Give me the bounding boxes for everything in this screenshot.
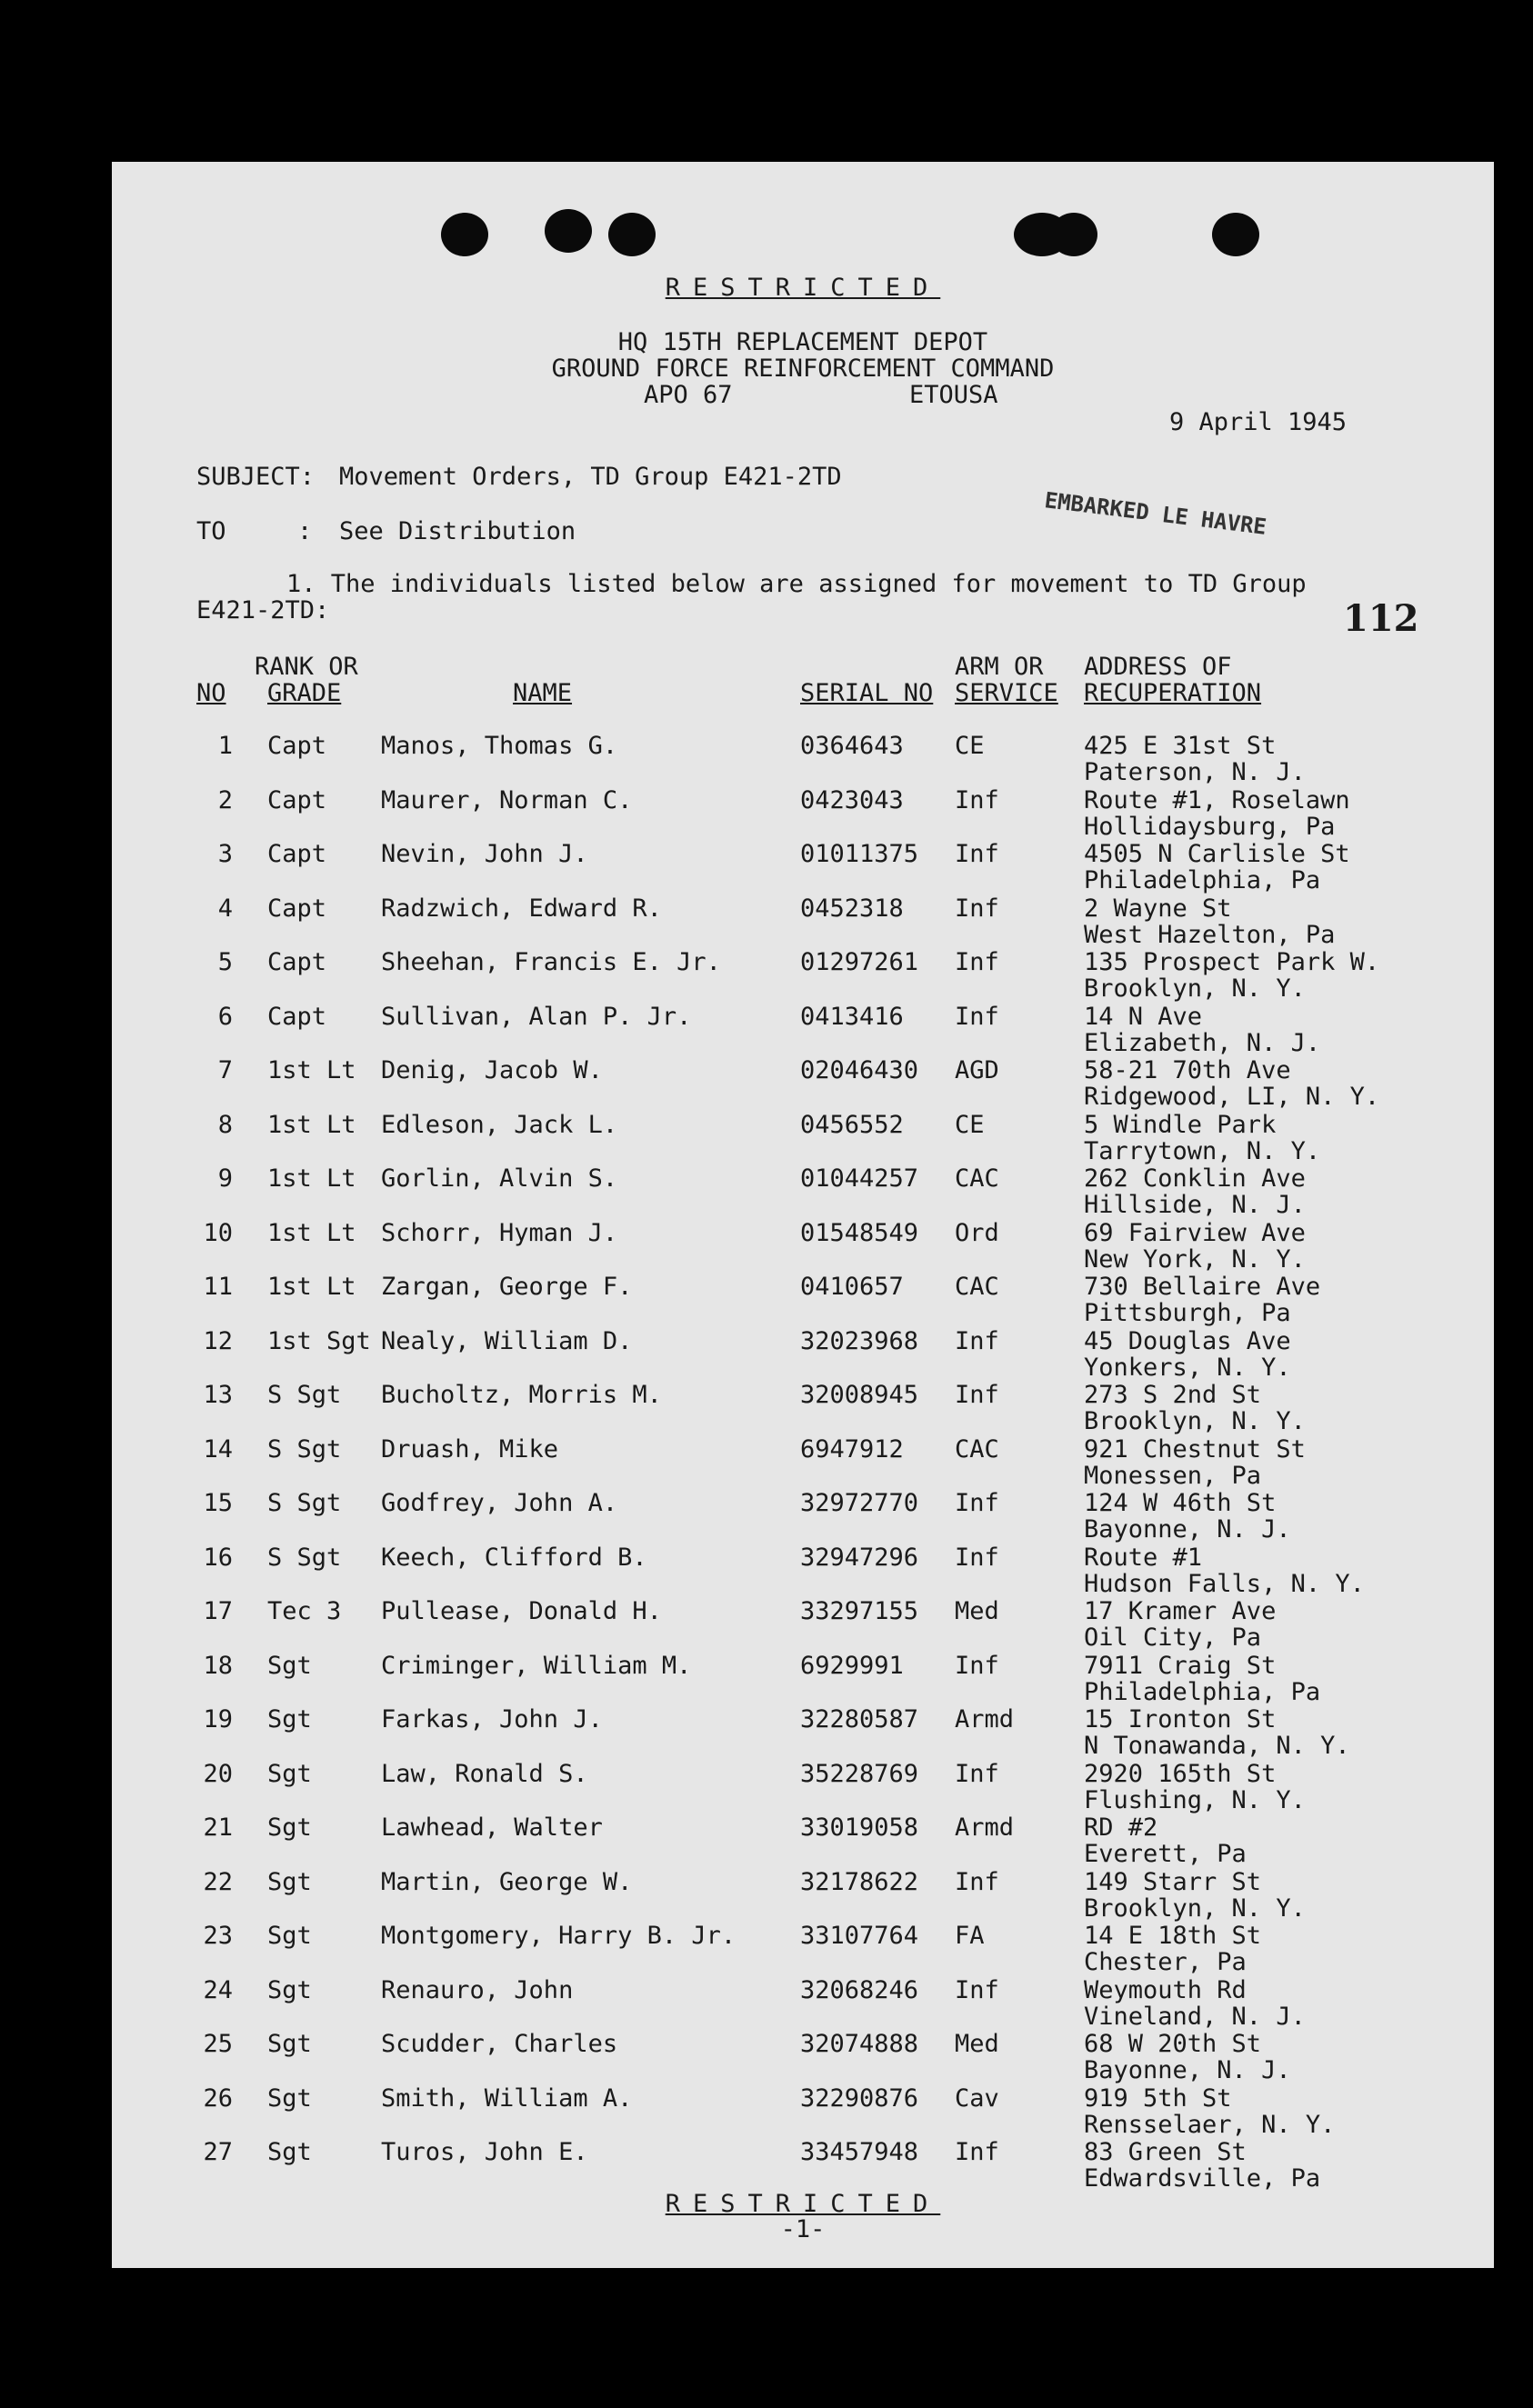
row-serial: 02046430	[800, 1056, 919, 1084]
row-name: Keech, Clifford B.	[381, 1544, 647, 1572]
row-arm: Inf	[955, 786, 999, 814]
row-arm: Inf	[955, 1489, 999, 1517]
row-arm: Inf	[955, 1381, 999, 1409]
row-address-line-2: N Tonawanda, N. Y.	[1084, 1732, 1350, 1760]
row-number: 15	[203, 1489, 233, 1517]
table-row	[112, 1653, 1494, 1707]
row-arm: Inf	[955, 1760, 999, 1788]
row-address-line-1: 83 Green St	[1084, 2138, 1247, 2166]
row-arm: Armd	[955, 1705, 1015, 1734]
row-arm: Inf	[955, 1003, 999, 1031]
row-name: Edleson, Jack L.	[381, 1111, 618, 1139]
to-colon: :	[297, 517, 313, 545]
row-name: Smith, William A.	[381, 2084, 633, 2113]
row-arm: FA	[955, 1922, 985, 1950]
row-serial: 32074888	[800, 2030, 919, 2058]
row-address-line-2: Brooklyn, N. Y.	[1084, 1407, 1306, 1435]
row-number: 13	[203, 1381, 233, 1409]
row-address-line-2: Hillside, N. J.	[1084, 1191, 1306, 1219]
row-serial: 0410657	[800, 1273, 904, 1301]
row-number: 24	[203, 1976, 233, 2004]
paragraph-line-2: E421-2TD:	[196, 596, 330, 624]
row-serial: 0413416	[800, 1003, 904, 1031]
row-rank: Capt	[267, 732, 327, 760]
table-row	[112, 1112, 1494, 1166]
apo: APO 67	[644, 381, 733, 409]
row-rank: 1st Sgt	[267, 1327, 371, 1355]
row-arm: Inf	[955, 948, 999, 976]
row-arm: Inf	[955, 1652, 999, 1680]
row-address-line-1: 730 Bellaire Ave	[1084, 1273, 1321, 1301]
row-address-line-1: 124 W 46th St	[1084, 1489, 1277, 1517]
table-row	[112, 1490, 1494, 1544]
row-rank: Tec 3	[267, 1597, 342, 1625]
row-rank: Sgt	[267, 1760, 312, 1788]
row-name: Nealy, William D.	[381, 1327, 633, 1355]
row-address-line-1: 69 Fairview Ave	[1084, 1219, 1306, 1247]
table-row	[112, 949, 1494, 1004]
row-address-line-2: Flushing, N. Y.	[1084, 1786, 1306, 1814]
row-number: 26	[203, 2084, 233, 2113]
row-name: Pullease, Donald H.	[381, 1597, 662, 1625]
table-row	[112, 1274, 1494, 1328]
row-serial: 32280587	[800, 1705, 919, 1734]
row-address-line-2: Hudson Falls, N. Y.	[1084, 1570, 1365, 1598]
row-serial: 32290876	[800, 2084, 919, 2113]
table-row	[112, 1706, 1494, 1761]
row-rank: Sgt	[267, 2084, 312, 2113]
row-arm: CE	[955, 1111, 985, 1139]
row-address-line-2: Philadelphia, Pa	[1084, 1678, 1321, 1706]
row-number: 8	[217, 1111, 233, 1139]
row-number: 27	[203, 2138, 233, 2166]
table-row	[112, 2031, 1494, 2085]
row-address-line-2: Ridgewood, LI, N. Y.	[1084, 1083, 1380, 1111]
row-name: Scudder, Charles	[381, 2030, 618, 2058]
row-rank: S Sgt	[267, 1435, 342, 1464]
row-rank: Sgt	[267, 1922, 312, 1950]
table-row	[112, 1814, 1494, 1869]
row-name: Radzwich, Edward R.	[381, 894, 662, 923]
col-header-name: NAME	[513, 679, 573, 707]
row-name: Godfrey, John A.	[381, 1489, 618, 1517]
col-header-addr-bottom: RECUPERATION	[1084, 679, 1262, 707]
row-name: Renauro, John	[381, 1976, 574, 2004]
row-address-line-2: Chester, Pa	[1084, 1948, 1247, 1976]
row-number: 5	[217, 948, 233, 976]
col-header-no: NO	[196, 679, 226, 707]
punch-hole	[1212, 213, 1259, 256]
subject-text: Movement Orders, TD Group E421-2TD	[339, 463, 842, 491]
row-address-line-1: 149 Starr St	[1084, 1868, 1262, 1896]
table-row	[112, 733, 1494, 787]
page-mark: 112	[1343, 597, 1419, 640]
row-number: 17	[203, 1597, 233, 1625]
row-rank: S Sgt	[267, 1489, 342, 1517]
table-row	[112, 1328, 1494, 1383]
row-rank: Capt	[267, 786, 327, 814]
row-address-line-1: 14 N Ave	[1084, 1003, 1203, 1031]
row-address-line-1: 921 Chestnut St	[1084, 1435, 1306, 1464]
table-row	[112, 1165, 1494, 1220]
row-name: Bucholtz, Morris M.	[381, 1381, 662, 1409]
row-address-line-2: Brooklyn, N. Y.	[1084, 974, 1306, 1003]
row-name: Gorlin, Alvin S.	[381, 1164, 618, 1193]
row-address-line-2: Bayonne, N. J.	[1084, 1515, 1291, 1544]
row-arm: CAC	[955, 1435, 999, 1464]
row-serial: 01548549	[800, 1219, 919, 1247]
row-name: Farkas, John J.	[381, 1705, 603, 1734]
row-number: 21	[203, 1813, 233, 1842]
restricted-header	[112, 275, 1494, 302]
row-arm: Inf	[955, 1327, 999, 1355]
row-rank: Capt	[267, 1003, 327, 1031]
col-header-rank-bottom: GRADE	[267, 679, 342, 707]
row-address-line-1: Weymouth Rd	[1084, 1976, 1247, 2004]
row-serial: 32972770	[800, 1489, 919, 1517]
punch-hole	[545, 209, 592, 253]
row-rank: Capt	[267, 840, 327, 868]
row-address-line-1: 7911 Craig St	[1084, 1652, 1277, 1680]
row-rank: Sgt	[267, 1976, 312, 2004]
row-address-line-1: 17 Kramer Ave	[1084, 1597, 1277, 1625]
row-name: Manos, Thomas G.	[381, 732, 618, 760]
row-address-line-1: Route #1, Roselawn	[1084, 786, 1350, 814]
table-row	[112, 2085, 1494, 2140]
row-serial: 0364643	[800, 732, 904, 760]
row-address-line-2: Hollidaysburg, Pa	[1084, 813, 1336, 841]
row-number: 11	[203, 1273, 233, 1301]
row-arm: Cav	[955, 2084, 999, 2113]
row-serial: 32947296	[800, 1544, 919, 1572]
row-rank: 1st Lt	[267, 1056, 356, 1084]
row-rank: Capt	[267, 894, 327, 923]
row-address-line-2: Rensselaer, N. Y.	[1084, 2111, 1336, 2139]
table-row	[112, 1761, 1494, 1815]
row-rank: 1st Lt	[267, 1164, 356, 1193]
row-rank: S Sgt	[267, 1381, 342, 1409]
page-number: -1-	[780, 2215, 826, 2243]
to-label: TO	[196, 517, 226, 545]
row-arm: Inf	[955, 894, 999, 923]
row-name: Martin, George W.	[381, 1868, 633, 1896]
row-address-line-2: West Hazelton, Pa	[1084, 921, 1336, 949]
row-address-line-2: Paterson, N. J.	[1084, 758, 1306, 786]
row-rank: Sgt	[267, 2030, 312, 2058]
row-serial: 01011375	[800, 840, 919, 868]
row-name: Maurer, Norman C.	[381, 786, 633, 814]
row-address-line-2: Yonkers, N. Y.	[1084, 1354, 1291, 1382]
row-serial: 33107764	[800, 1922, 919, 1950]
row-address-line-1: 58-21 70th Ave	[1084, 1056, 1291, 1084]
table-row	[112, 1057, 1494, 1112]
row-arm: Inf	[955, 2138, 999, 2166]
row-number: 19	[203, 1705, 233, 1734]
restricted-header-text: RESTRICTED	[665, 274, 941, 302]
punch-hole	[608, 213, 656, 256]
embarked-stamp: EMBARKED LE HAVRE	[1043, 487, 1268, 540]
table-row	[112, 1977, 1494, 2032]
row-address-line-2: Bayonne, N. J.	[1084, 2056, 1291, 2084]
row-number: 3	[217, 840, 233, 868]
col-header-serial: SERIAL NO	[800, 679, 934, 707]
row-rank: Sgt	[267, 1652, 312, 1680]
row-number: 1	[217, 732, 233, 760]
col-header-arm-top: ARM OR	[955, 653, 1044, 681]
row-address-line-2: Vineland, N. J.	[1084, 2003, 1306, 2031]
row-number: 12	[203, 1327, 233, 1355]
row-serial: 33297155	[800, 1597, 919, 1625]
row-rank: Sgt	[267, 1868, 312, 1896]
row-name: Denig, Jacob W.	[381, 1056, 603, 1084]
to-text: See Distribution	[339, 517, 576, 545]
row-serial: 0452318	[800, 894, 904, 923]
row-name: Zargan, George F.	[381, 1273, 633, 1301]
row-number: 25	[203, 2030, 233, 2058]
row-arm: Armd	[955, 1813, 1015, 1842]
document-page	[112, 162, 1494, 2268]
unit-line-1: HQ 15TH REPLACEMENT DEPOT	[617, 328, 988, 356]
row-rank: Capt	[267, 948, 327, 976]
row-serial: 0423043	[800, 786, 904, 814]
row-number: 23	[203, 1922, 233, 1950]
row-arm: Inf	[955, 840, 999, 868]
row-number: 10	[203, 1219, 233, 1247]
paragraph-line-1: 1. The individuals listed below are assigned for movement to TD Group	[286, 570, 1307, 598]
row-address-line-1: 425 E 31st St	[1084, 732, 1277, 760]
table-row	[112, 787, 1494, 842]
row-number: 4	[217, 894, 233, 923]
col-header-rank-top: RANK OR	[255, 653, 358, 681]
row-address-line-1: 919 5th St	[1084, 2084, 1232, 2113]
row-arm: Inf	[955, 1976, 999, 2004]
row-name: Lawhead, Walter	[381, 1813, 603, 1842]
row-address-line-1: 262 Conklin Ave	[1084, 1164, 1306, 1193]
row-number: 20	[203, 1760, 233, 1788]
row-serial: 33019058	[800, 1813, 919, 1842]
row-address-line-1: 45 Douglas Ave	[1084, 1327, 1291, 1355]
row-address-line-1: 5 Windle Park	[1084, 1111, 1277, 1139]
row-name: Nevin, John J.	[381, 840, 588, 868]
row-address-line-2: Pittsburgh, Pa	[1084, 1299, 1291, 1327]
row-number: 2	[217, 786, 233, 814]
table-row	[112, 841, 1494, 895]
row-rank: Sgt	[267, 1813, 312, 1842]
restricted-footer	[112, 2191, 1494, 2218]
row-address-line-1: 15 Ironton St	[1084, 1705, 1277, 1734]
row-number: 14	[203, 1435, 233, 1464]
row-name: Schorr, Hyman J.	[381, 1219, 618, 1247]
row-serial: 33457948	[800, 2138, 919, 2166]
table-row	[112, 1436, 1494, 1491]
row-arm: Med	[955, 2030, 999, 2058]
row-serial: 32068246	[800, 1976, 919, 2004]
row-serial: 6929991	[800, 1652, 904, 1680]
table-row	[112, 895, 1494, 950]
row-address-line-2: Oil City, Pa	[1084, 1624, 1262, 1652]
row-serial: 32008945	[800, 1381, 919, 1409]
row-serial: 32178622	[800, 1868, 919, 1896]
row-number: 22	[203, 1868, 233, 1896]
row-rank: Sgt	[267, 1705, 312, 1734]
row-address-line-1: 273 S 2nd St	[1084, 1381, 1262, 1409]
row-arm: CE	[955, 732, 985, 760]
row-address-line-2: Tarrytown, N. Y.	[1084, 1137, 1321, 1165]
row-name: Turos, John E.	[381, 2138, 588, 2166]
row-arm: Ord	[955, 1219, 999, 1247]
row-address-line-2: Elizabeth, N. J.	[1084, 1029, 1321, 1057]
subject-label: SUBJECT:	[196, 463, 316, 491]
row-address-line-2: Monessen, Pa	[1084, 1462, 1262, 1490]
row-address-line-1: 2920 165th St	[1084, 1760, 1277, 1788]
theater: ETOUSA	[909, 381, 998, 409]
row-rank: 1st Lt	[267, 1273, 356, 1301]
row-address-line-1: 14 E 18th St	[1084, 1922, 1262, 1950]
row-name: Sheehan, Francis E. Jr.	[381, 948, 721, 976]
row-name: Druash, Mike	[381, 1435, 559, 1464]
row-address-line-1: Route #1	[1084, 1544, 1203, 1572]
unit-line-2: GROUND FORCE REINFORCEMENT COMMAND	[551, 355, 1055, 383]
row-address-line-2: Edwardsville, Pa	[1084, 2164, 1321, 2193]
row-address-line-2: Philadelphia, Pa	[1084, 866, 1321, 894]
row-rank: S Sgt	[267, 1544, 342, 1572]
row-number: 6	[217, 1003, 233, 1031]
table-row	[112, 1544, 1494, 1599]
row-address-line-2: Brooklyn, N. Y.	[1084, 1894, 1306, 1923]
col-header-addr-top: ADDRESS OF	[1084, 653, 1232, 681]
table-row	[112, 1382, 1494, 1436]
row-serial: 32023968	[800, 1327, 919, 1355]
row-rank: Sgt	[267, 2138, 312, 2166]
row-address-line-2: New York, N. Y.	[1084, 1245, 1306, 1274]
row-arm: Inf	[955, 1868, 999, 1896]
row-name: Montgomery, Harry B. Jr.	[381, 1922, 736, 1950]
row-name: Sullivan, Alan P. Jr.	[381, 1003, 692, 1031]
row-serial: 01297261	[800, 948, 919, 976]
table-row	[112, 2139, 1494, 2193]
row-serial: 6947912	[800, 1435, 904, 1464]
row-name: Law, Ronald S.	[381, 1760, 588, 1788]
row-serial: 0456552	[800, 1111, 904, 1139]
row-address-line-2: Everett, Pa	[1084, 1840, 1247, 1868]
col-header-arm-bottom: SERVICE	[955, 679, 1058, 707]
table-row	[112, 1220, 1494, 1274]
table-row	[112, 1004, 1494, 1058]
row-serial: 35228769	[800, 1760, 919, 1788]
document-date: 9 April 1945	[1169, 408, 1348, 436]
row-address-line-1: 135 Prospect Park W.	[1084, 948, 1380, 976]
punch-hole	[1050, 213, 1097, 256]
punch-hole	[441, 213, 488, 256]
row-arm: CAC	[955, 1273, 999, 1301]
row-arm: CAC	[955, 1164, 999, 1193]
row-rank: 1st Lt	[267, 1219, 356, 1247]
restricted-footer-text: RESTRICTED	[665, 2190, 941, 2218]
row-address-line-1: 68 W 20th St	[1084, 2030, 1262, 2058]
row-rank: 1st Lt	[267, 1111, 356, 1139]
row-number: 7	[217, 1056, 233, 1084]
row-name: Criminger, William M.	[381, 1652, 692, 1680]
row-arm: Inf	[955, 1544, 999, 1572]
row-number: 16	[203, 1544, 233, 1572]
row-arm: Med	[955, 1597, 999, 1625]
table-row	[112, 1598, 1494, 1653]
row-address-line-1: 4505 N Carlisle St	[1084, 840, 1350, 868]
table-row	[112, 1869, 1494, 1923]
row-address-line-1: 2 Wayne St	[1084, 894, 1232, 923]
row-arm: AGD	[955, 1056, 999, 1084]
table-row	[112, 1923, 1494, 1977]
row-number: 9	[217, 1164, 233, 1193]
row-number: 18	[203, 1652, 233, 1680]
row-serial: 01044257	[800, 1164, 919, 1193]
row-address-line-1: RD #2	[1084, 1813, 1158, 1842]
